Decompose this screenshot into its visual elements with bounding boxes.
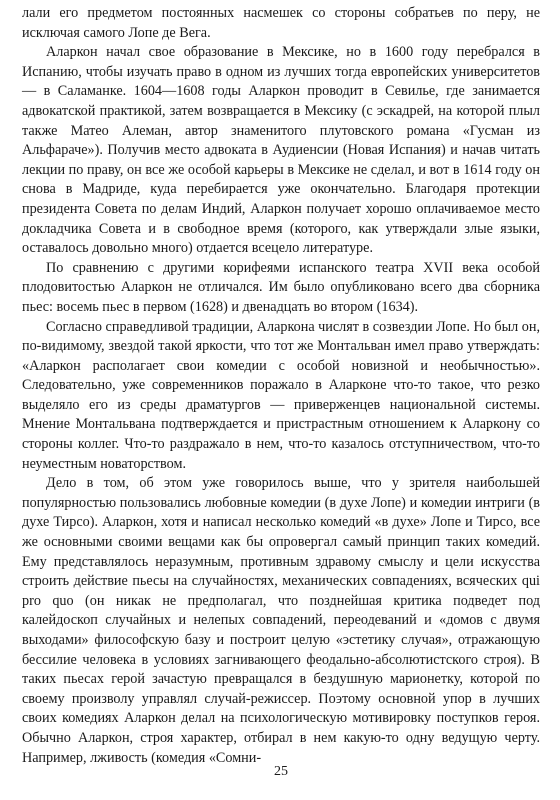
- paragraph-tradition: Согласно справедливой традиции, Аларкона числят в созвездии Лопе. Но был он, по-видимому, звездой такой яркости, что тот же Монтальван имел право утверждать: «Аларкон располагает свои комедии с особой новизной и необычностью». Следовательно, уже современников поражало в Аларконе что-то такое, что резко выделяло его из среды драматургов — приверженцев национальной системы. Мнение Монтальвана подтверждается и пристрастным отношением к Аларкону со стороны коллег. Что-то раздражало в нем, что-то казалось отступничеством, что-то неуместным новаторством.: [22, 318, 541, 472]
- page-number: 25: [274, 764, 288, 779]
- paragraph-productivity: По сравнению с другими корифеями испанского театра XVII века особой плодовитостью Аларкон не отличался. Им было опубликовано всего два сборника пьес: восемь пьес в первом (1628) и двенадцать во втором (1634).: [22, 259, 540, 315]
- paragraph-alarcon-education: Аларкон начал свое образование в Мексике, но в 1600 году перебрался в Испанию, чтобы изучать право в одном из лучших тогда европейских университетов — в Саламанке. 1604—1608 годы Аларкон проводит в Севилье, где занимается адвокатской практикой, затем возвращается в Мексику (с эскадрей, на которой плыл также Матео Алеман, автор знаменитого плутовского романа «Гусман из Альфараче»). Получив место адвоката в Аудиенсии (Новая Испания) и начав читать лекции по праву, он все же особой карьеры в Мексике не сделал, и вот в 1614 году он снова в Мадриде, куда перебирается уже окончательно. Благодаря протекции президента Совета по делам Индий, Аларкон получает хорошо оплачиваемое место докладчика Совета и в свободное время (которого, как утверждали злые языки, оставалось довольно много) отдается всецело литературе.: [22, 44, 540, 257]
- book-page: [22, 4, 540, 794]
- paragraph-comedies: Дело в том, об этом уже говорилось выше, что у зрителя наибольшей популярностью пользовались любовные комедии (в духе Лопе) и комедии интриги (в духе Тирсо). Аларкон, хотя и написал несколько комедий «в духе» Лопе и Тирсо, все же основными своими вещами как бы опровергал самый принцип таких комедий. Ему представлялось неразумным, противным здравому смыслу и цели искусства строить действие пьесы на случайностях, механических совпадениях, всяческих qui pro quo (он никак не предполагал, что позднейшая критика подведет под калейдоскоп случайных и нелепых совпадений, переодеваний и «домов с двумя выходами» философскую базу и построит целую «эстетику случая», отражающую бесcилие человека в условиях загнивающего феодально-абсолютистского строя). В таких пьесах герой зачастую превращался в бездушную марионетку, которой по своему произволу управлял случай-режиссер. Поэтому основной упор в лучших своих комедиях Аларкон делал на психологическую мотивировку поступков героя. Обычно Аларкон, строя характер, отбирал в нем какую-то одну ведущую черту. Например, лживость (комедия «Сомни-: [22, 475, 540, 766]
- paragraph-continued: лали его предметом постоянных насмешек со стороны собратьев по перу, не исключая самого Лопе де Вега.: [22, 5, 540, 41]
